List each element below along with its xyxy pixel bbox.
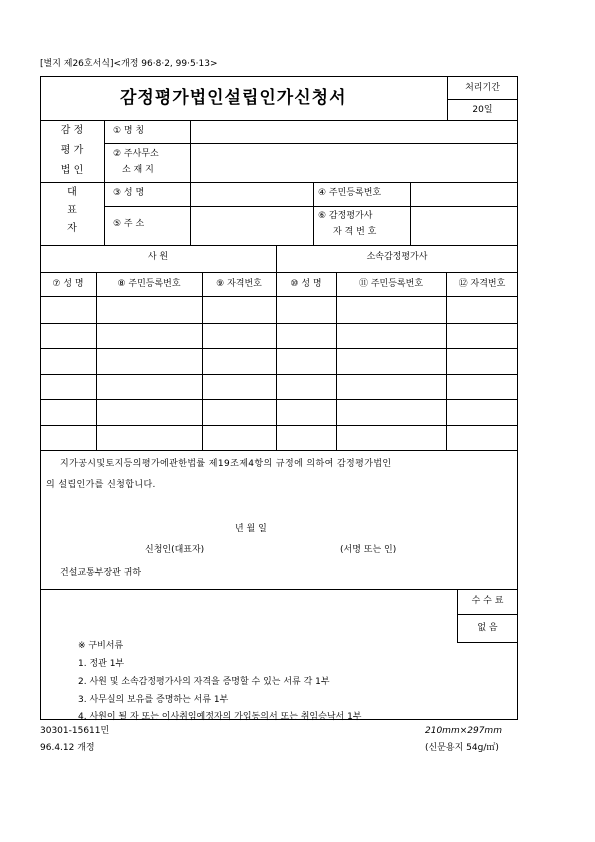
table-cell[interactable]: [447, 375, 518, 400]
column-header-member-resident-number: ⑧ 주민등록번호: [117, 279, 181, 289]
column-header-appraiser-name: ⑩ 성 명: [290, 279, 322, 289]
resident-number-label: ④ 주민등록번호: [318, 188, 382, 198]
required-documents-heading: ※ 구비서류: [78, 641, 124, 651]
table-cell[interactable]: [203, 349, 276, 374]
applicant-label: 신청인(대표자): [145, 545, 205, 555]
column-header-member-license-number: ⑨ 자격번호: [216, 279, 262, 289]
processing-period-value: 20일: [472, 105, 493, 115]
table-cell[interactable]: [337, 349, 446, 374]
representative-section-line-1: 대: [67, 187, 77, 198]
table-cell[interactable]: [277, 349, 336, 374]
required-document-item: 2. 사원 및 소속감정평가사의 자격을 증명할 수 있는 서류 각 1부: [78, 677, 330, 687]
table-cell[interactable]: [277, 400, 336, 425]
table-cell[interactable]: [337, 324, 446, 349]
paper-size: 210mm×297mm: [425, 726, 502, 736]
table-cell[interactable]: [277, 426, 336, 451]
required-document-item: 1. 정관 1부: [78, 659, 125, 669]
representative-section-line-3: 자: [67, 223, 77, 234]
representative-name-field[interactable]: [191, 183, 312, 205]
table-cell[interactable]: [447, 400, 518, 425]
table-cell[interactable]: [337, 375, 446, 400]
table-cell[interactable]: [203, 426, 276, 451]
table-cell[interactable]: [447, 349, 518, 374]
resident-number-field[interactable]: [411, 183, 517, 205]
table-cell[interactable]: [97, 375, 202, 400]
table-cell[interactable]: [447, 426, 518, 451]
appraiser-license-label-2: 자 격 번 호: [333, 227, 377, 237]
corporation-name-label: ① 명 칭: [113, 126, 145, 136]
required-document-item: 3. 사무실의 보유를 증명하는 서류 1부: [78, 695, 229, 705]
application-date: 년 월 일: [235, 524, 267, 534]
representative-address-label: ⑤ 주 소: [113, 219, 145, 229]
declaration-line-1: 지가공시및토지등의평가에관한법률 제19조제4항의 규정에 의하여 감정평가법인: [60, 459, 392, 469]
table-cell[interactable]: [41, 324, 96, 349]
revision-date: 96.4.12 개정: [40, 743, 95, 753]
table-cell[interactable]: [41, 400, 96, 425]
column-header-appraiser-resident-number: ⑪ 주민등록번호: [358, 279, 424, 289]
form-code: 30301-15611민: [40, 726, 110, 736]
signature-or-seal-label: (서명 또는 인): [340, 545, 397, 555]
appraiser-license-field[interactable]: [411, 207, 517, 244]
table-cell[interactable]: [97, 349, 202, 374]
table-cell[interactable]: [97, 426, 202, 451]
main-office-address-field[interactable]: [191, 144, 517, 182]
table-cell[interactable]: [447, 298, 518, 323]
corporation-name-field[interactable]: [191, 121, 517, 143]
fee-value: 없 음: [477, 623, 498, 633]
table-cell[interactable]: [203, 400, 276, 425]
members-group-header: 사 원: [147, 252, 169, 262]
table-cell[interactable]: [447, 324, 518, 349]
affiliated-appraisers-group-header: 소속감정평가사: [366, 252, 428, 262]
table-cell[interactable]: [277, 298, 336, 323]
table-cell[interactable]: [277, 375, 336, 400]
table-cell[interactable]: [203, 324, 276, 349]
table-cell[interactable]: [337, 298, 446, 323]
table-cell[interactable]: [41, 349, 96, 374]
table-cell[interactable]: [97, 324, 202, 349]
appraiser-license-label-1: ⑥ 감정평가사: [318, 211, 373, 221]
representative-name-label: ③ 성 명: [113, 188, 145, 198]
representative-address-field[interactable]: [191, 207, 312, 244]
table-cell[interactable]: [203, 298, 276, 323]
column-header-appraiser-license-number: ⑫ 자격번호: [458, 279, 506, 289]
form-number-note: [별지 제26호서식]<개정 96·8·2, 99·5·13>: [40, 59, 218, 69]
table-cell[interactable]: [97, 298, 202, 323]
declaration-line-2: 의 설립인가를 신청합니다.: [46, 480, 156, 490]
corporation-section-line-1: 감 정: [60, 125, 84, 136]
table-cell[interactable]: [337, 400, 446, 425]
table-cell[interactable]: [41, 375, 96, 400]
representative-section-line-2: 표: [67, 205, 77, 216]
corporation-section-line-2: 평 가: [60, 145, 84, 156]
processing-period-label: 처리기간: [465, 83, 500, 93]
main-office-label-1: ② 주사무소: [113, 149, 159, 159]
paper-type: (신문용지 54g/㎡): [425, 743, 499, 753]
required-document-item: 4. 사원이 될 자 또는 이사취임예정자의 가입동의서 또는 취임승낙서 1부: [78, 712, 362, 722]
table-cell[interactable]: [203, 375, 276, 400]
fee-label: 수 수 료: [471, 596, 504, 606]
table-cell[interactable]: [97, 400, 202, 425]
corporation-section-line-3: 법 인: [60, 165, 84, 176]
table-cell[interactable]: [41, 426, 96, 451]
form-title: 감정평가법인설립인가신청서: [120, 88, 347, 108]
addressee: 건설교통부장관 귀하: [60, 568, 142, 578]
column-header-member-name: ⑦ 성 명: [52, 279, 84, 289]
table-cell[interactable]: [277, 324, 336, 349]
table-cell[interactable]: [337, 426, 446, 451]
table-cell[interactable]: [41, 298, 96, 323]
main-office-label-2: 소 재 지: [122, 165, 154, 175]
